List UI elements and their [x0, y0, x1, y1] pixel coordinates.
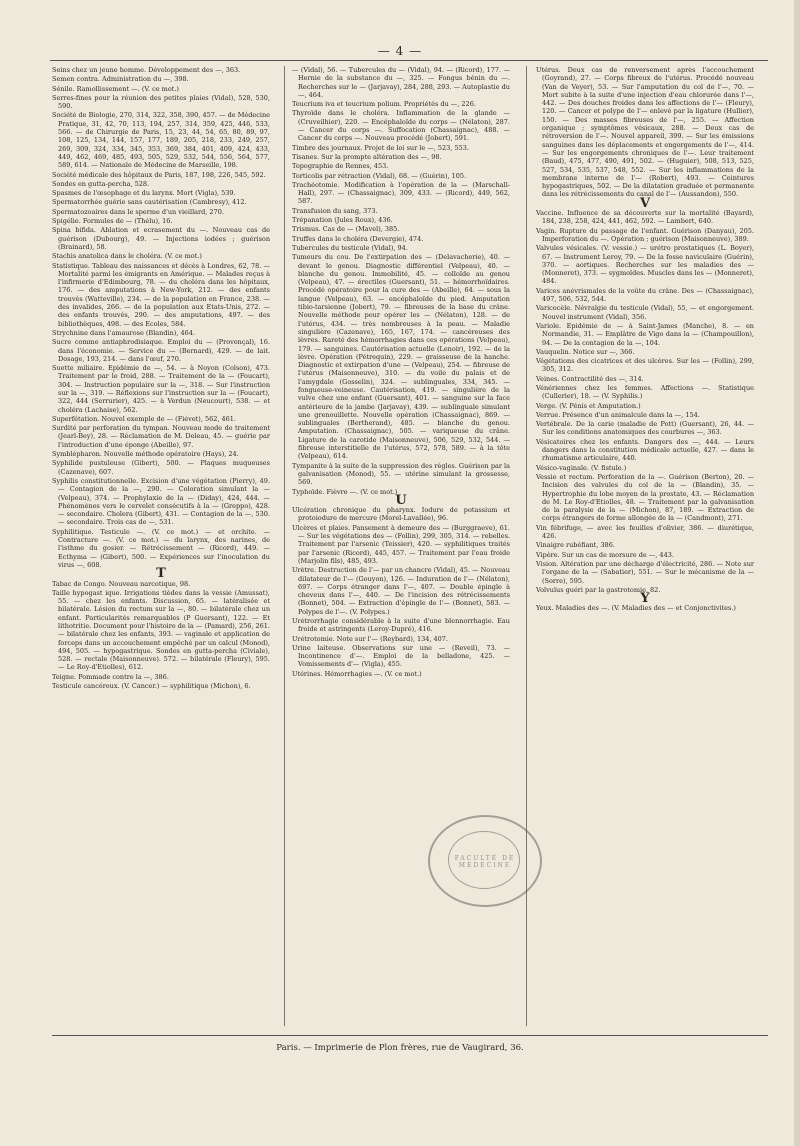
index-entry: Semen contra. Administration du —, 398. — [52, 75, 189, 84]
index-entry: Tisanes. Sur la prompte altération des —, 98. — [292, 152, 442, 161]
index-entry: Topographie de Rennes, 453. — [292, 162, 389, 171]
index-entry: Ulcères et plaies. Pansement à demeure des — (Burggraeve), 61. — Sur les végétations des — (Follin), 299, 305, 314. — rebelles. Traitement par l'arsenic (Teissier), 420. — syphilitiques traités par l'arsenic (Ricord), 445, 457. — Traitement par l'eau froide (Marjolin fils), 485, 493. — [292, 523, 510, 565]
index-entry: — (Vidal), 56. — Tubercules du — (Vidal), 94. — (Ricord), 177. — Hernie de la substance du —, 325. — Fongus bénin du —. Recherches sur le — (Jarjavay), 284, 288, 293. — Autoplastie du —, 464. — [292, 66, 510, 99]
index-entry: Utérines. Hémorrhagies —. (V. ce mot.) — [292, 669, 422, 678]
index-column-2 — [292, 66, 510, 679]
index-entry: Société de Biologie, 270, 314, 322, 358, 390, 457. — de Médecine Pratique, 31, 42, 70, 113, 194, 257, 314, 359, 425, 446, 533, 566. — de Chirurgie de Paris, 15, 23, 44, 54, 65, 80, 89, 97, 108, 125, 134, 144, 157, 177, 189, 205, 218, 233, 249, 257, 269, 309, 324, 334, 345, 353, 369, 384, 401, 409, 424, 433, 449, 462, 469, 485, 493, 505, 529, 532, 544, 556, 564, 577, 589, 614. — Nationale de Médecine de Marseille, 198. — [52, 111, 270, 170]
index-entry: Surdité par perforation du tympan. Nouveau mode de traitement (Jearl-Bey), 28. — Réclamation de M. Deleau, 45. — guérie par l'introduction d'une éponge (Abeille), 97. — [52, 424, 270, 449]
index-entry: Spasmes de l'œsophage et du larynx. Mort (Vigla), 539. — [52, 189, 236, 198]
index-entry: Suette miliaire. Epidémie de —, 54. — à Noyon (Colson), 473. Traitement par le froid, 288. — Traitement de la — (Foucart), 304. — Instruction populaire sur la —, 318. — Sur l'instruction sur la —, 319. — Réflexions sur l'instruction sur la — (Foucart), 322, 444 (Serrurier), 425. — à Verdun (Neucourt), 538. — et choléra (Lachaise), 562. — [52, 364, 270, 414]
index-entry: Varicocèle. Névralgie du testicule (Vidal), 55, — et engorgement. Nouvel instrument (Vidal), 356. — [536, 304, 754, 321]
page-edge — [794, 0, 800, 1146]
index-entry: Verrue. Présence d'un animalcule dans la —, 154. — [536, 410, 700, 419]
index-column-3 — [536, 66, 754, 614]
index-entry: Tumeurs du cou. De l'extirpation des — (Delavacherie), 40. — devant le genou. Diagnostic différentiel (Velpeau), 40. — blanche du genou. Immobilité, 45. — colloïde au genou (Velpeau), 47. — érectiles (Guersant), 51. — hémorrhoïdaires. Procédé opératoire pour la cure des — (Abeille), 64. — sous la langue (Velpeau), 63. — encéphaloïde du pied. Amputation tibio-tarsienne (Jobert), 79. — fibreuses de la base du crâne. Nouvelle méthode pour opérer les — (Nélaton), 128. — de l'utérus, 434. — très nombreuses à la peau. — Maladie singulière (Cazenave), 165, 167, 174. — cancéreuses des lèvres. Rareté des hémorrhagies dans ces opérations (Velpeau), 179. — sanguines. Cautérisation actuelle (Lenoir), 192. — de la lèvre. Opération (Pétrequin), 229. — graisseuse de la hanche. Diagnostic et extirpation d'une — (Velpeau), 254. — fibreuse de l'utérus (Maisonneuve), 310. — du voile du palais et de l'amygdale (Gosselin), 324. — sublinguales, 334, 345. — fongueuse-veineuse. Cautérisation, 419. — singulière de la vulve chez une enfant (Guersant), 401. — sanguine sur la face antérieure de la jambe (Jarjavay), 439. — sublinguale simulant une grenouillette. Nouvelle opération (Chassaignac), 869. — sublinguales (Bertherand), 485. — blanche du genou. Amputation. (Chassaignac), 505. — variqueuse du crâne. Ligature de la carotide (Maisonneuve), 506, 529, 532, 544. — fibreuse interstitielle de l'utérus, 572, 578, 589. — à la tête (Velpeau), 614. — [292, 253, 510, 461]
index-column-1 — [52, 66, 270, 691]
index-entry: Vénériennes chez les femmes. Affections —. Statistique (Cullerier), 18. — (V. Syphilis.) — [536, 383, 754, 401]
index-entry: Vertébrale. De la carie (maladie de Pott) (Guersant), 26, 44. — Sur les conditions anatomiques des courbures —, 363. — [536, 420, 754, 437]
index-entry: Teigne. Pommade contre la —, 386. — [52, 672, 169, 681]
index-entry: Strychnine dans l'amaurose (Blandin), 464. — [52, 328, 195, 337]
index-entry: Typhoïde. Fièvre —. (V. ce mot.) — [292, 487, 398, 496]
index-entry: Teucrium iva et teucrium polium. Propriétés du —, 226. — [292, 100, 476, 109]
column-divider-1 — [284, 66, 285, 1026]
index-entry: Transfusion du sang, 373. — [292, 206, 378, 215]
section-letter: U — [395, 492, 407, 508]
index-entry: Tubercules du testicule (Vidal), 94. — [292, 243, 408, 252]
index-entry: Urine laiteuse. Observations sur une — (Reveil), 73. — Incontinence d'—. Emploi de la belladone, 425. — Vomissements d'— (Vigla), 455. — [292, 643, 510, 669]
index-entry: Vipère. Sur un cas de morsure de —, 443. — [536, 550, 674, 559]
index-entry: Tabac de Congo. Nouveau narcotique, 98. — [52, 579, 191, 588]
library-stamp — [428, 815, 542, 907]
index-entry: Syphilitique. Testicule —. (V. ce mot.) — et orchite. — Contracture —. (V. ce mot.) — du larynx, des narines, de l'isthme du gosier. — Rétrécissement — (Ricord), 449. — Ecthyma — (Gibert), 500. — Expériences sur l'inoculation du virus —, 608. — [52, 527, 270, 569]
index-entry: Sondes en gutta-percha, 528. — [52, 179, 150, 188]
top-rule — [50, 60, 768, 61]
imprint-footer: Paris. — Imprimerie de Plon frères, rue de Vaugirard, 36. — [276, 1043, 524, 1053]
index-entry: Truffes dans le choléra (Devergie), 474. — [292, 234, 424, 243]
section-letter: V — [639, 195, 651, 211]
index-entry: Vessie et rectum. Perforation de la —. Guérison (Berton), 20. — Incision des valvules du col de la — (Blandin), 35. — Hypertrophie du lobe moyen de la prostate, 43. — Réclamation de M. Le Roy-d'Etiolles, 48. — Traitement par la galvanisation de la paralysie de la — (Michon), 87, 189. — Extraction de corps étrangers de forme allongée de la — (Candmont), 271. — [536, 472, 754, 523]
index-entry: Vin fébrifuge, — avec les feuilles d'olivier, 386. — diurétique, 426. — [536, 523, 754, 541]
index-entry: Utérus. Deux cas de renversement après l'accouchement (Goyrand), 27. — Corps fibreux de l'utérus. Procédé nouveau (Van de Veyer), 53. — Sur l'amputation du col de l'—, 70. — Mort subite à la suite d'une injection d'eau chlorurée dans l'—, 442. — Des douches froides dans les affections de l'— (Fleury), 120. — Cancer et polype de l'— enlevé par la ligature (Hullier), 150. — Des masses fibreuses de l'—, 255. — Affection organique ; symptômes vésicaux, 288. — Deux cas de rétroversion de l'—. Nouvel appareil, 399. — Sur les émissions sanguines dans les déplacements et engorgements de l'—, 414. — Sur les engorgements chroniques de l'—. Leur traitement (Baud), 475, 477, 490, 491, 502. — (Huguier), 508, 513, 525, 527, 534, 535, 537, 548, 552. — Sur les inflammations de la membrane interne de l'— (Robert), 493. — Ceintures hypogastriques, 502. — De la dilatation graduée et permanente dans les rétrécissements du canal de l'— (Aussandon), 550. — [536, 66, 754, 199]
index-entry: Végétations des cicatrices et des ulcères. Sur les — (Follin), 299, 305, 312. — [536, 357, 754, 374]
index-entry: Vésico-vaginale. (V. fistule.) — [536, 463, 627, 472]
index-entry: Trépanation (Jules Roux), 436. — [292, 216, 393, 225]
index-entry: Yeux. Maladies des —. (V. Maladies des — et Conjonctivites.) — [536, 604, 736, 613]
index-entry: Timbre des journaux. Projet de loi sur le —, 523, 553. — [292, 143, 469, 152]
index-entry: Thyroïde dans le choléra. Inflammation de la glande — (Cruveilhier), 220. — Encéphaloïde du corps — (Nélaton), 287. — Cancer du corps —. Suffocation (Chassaignac), 488. — Cancer du corps —. Nouveau procédé (Jobert), 591. — [292, 109, 510, 143]
section-letter: T — [156, 566, 166, 582]
index-entry: Vaccine. Influence de sa découverte sur la mortalité (Bayard), 184, 238, 258, 424, 441, 462, 592. — Lambert, 640. — [536, 209, 754, 226]
index-entry: Sénile. Ramollissement —. (V. ce mot.) — [52, 84, 179, 93]
index-entry: Trachéotomie. Modification à l'opération de la — (Marschall-Hall), 297. — (Chassaignac), 309, 433. — (Ricord), 449, 562, 587. — [292, 180, 510, 206]
index-entry: Vagin. Rupture du passage de l'enfant. Guérison (Danyau), 205. Imperforation du —. Opération ; guérison (Maisonneuve), 389. — [536, 226, 754, 243]
footer-rule — [52, 1035, 768, 1036]
index-entry: Stachis anatolica dans le choléra. (V. ce mot.) — [52, 252, 202, 261]
index-entry: Seins chez un jeune homme. Développement des —, 363. — [52, 66, 241, 74]
index-entry: Serres-fines pour la réunion des petites plaies (Vidal), 528, 530, 590. — [52, 93, 270, 111]
index-entry: Urétrorrhagie considérable à la suite d'une blennorrhagie. Eau froide et astringents (Leroy-Dupré), 416. — [292, 617, 510, 634]
index-entry: Variole. Epidémie de — à Saint-James (Manche), 8. — en Normandie, 31. — Emplâtre de Vigo dans la — (Champouillon), 94. — De la contagion de la —, 104. — [536, 321, 754, 347]
index-entry: Société médicale des hôpitaux de Paris, 187, 198, 226, 545, 592. — [52, 170, 266, 179]
index-entry: Veines. Contractilité des —, 314. — [536, 374, 644, 383]
index-entry: Vauquelin. Notice sur —, 366. — [536, 347, 635, 356]
index-entry: Ulcération chronique du pharynx. Iodure de potassium et protoiodure de mercure (Morel-Lavallée), 96. — [292, 506, 510, 523]
index-entry: Urétrotomie. Note sur l'— (Reybard), 134, 407. — [292, 634, 448, 643]
stamp-text: FACULTÉ DE MÉDECINE — [454, 855, 516, 869]
index-entry: Volvulus guéri par la gastrotomie, 82. — [536, 585, 661, 594]
index-entry: Syphilis constitutionnelle. Excision d'une végétation (Pierry), 49. — Contagion de la —, 290. — Coloration simulant la — (Velpeau), 374. — Prophylaxie de la — (Diday), 424, 444. — Phénomènes vers le cervelet consécutifs à la — (Greppo), 428. — secondaire. Cholera (Gibert), 431. — Contagion de la —, 530. — secondaire. Trois cas de —, 531. — [52, 476, 270, 527]
index-entry: Spina bifida. Ablation et ecrasement du —. Nouveau cas de guérison (Dubourg), 49. — Injections iodées ; guérison (Brainard), 58. — [52, 226, 270, 251]
index-entry: Statistique. Tableau des naissances et décès à Londres, 62, 78. — Mortalité parmi les émigrants en Amérique. — Malades reçus à l'infirmerie d'Edimbourg, 78. — du choléra dans les hôpitaux, 176. — des amputations à New-York, 212. — des enfants trouvés (Watteville), 234. — de la population en France, 238. — des invalides, 266. — de la population aux Etats-Unis, 272. — des enfants trouvés, 290. — des amputations, 497. — des bibliothèques, 498. — des Ecoles, 584. — [52, 261, 270, 328]
index-entry: Verge. (V. Pénis et Amputation.) — [536, 401, 641, 410]
index-entry: Spermatozoaires dans le sperme d'un vieillard, 270. — [52, 207, 224, 216]
index-entry: Varices anévrismales de la voûte du crâne. Des — (Chassaignac), 497, 506, 532, 544. — [536, 286, 754, 304]
index-entry: Spermatorrhée guérie sans cautérisation (Cambresy), 412. — [52, 198, 247, 207]
index-entry: Symblépharon. Nouvelle méthode opératoire (Hays), 24. — [52, 450, 239, 459]
index-entry: Vinaigre rubéfiant, 386. — [536, 541, 615, 550]
index-entry: Superfétation. Nouvel exemple de — (Fiévet), 562, 461. — [52, 414, 236, 423]
index-entry: Vision. Altération par une décharge d'électricité, 286. — Note sur l'organe de la — (Sabatier), 551. — Sur le mécanisme de la — (Sorre), 595. — [536, 559, 754, 585]
page-number: — 4 — — [377, 44, 423, 58]
index-entry: Testicule cancéreux. (V. Cancer.) — syphilitique (Michon), 6. — [52, 682, 251, 691]
section-letter: Y — [640, 591, 650, 607]
index-entry: Urètre. Destruction de l'— par un chancre (Vidal), 45. — Nouveau dilatateur de l'— (Gouyon), 126. — Induration de l'— (Nélaton), 697. — Corps étranger dans l'—, 407. — Double épingle à cheveux dans l'—, 440. — De l'incision des rétrécissements (Bonnet), 504. — Extraction d'épingle de l'— (Bonnet), 583. — Polypes de l'—. (V. Polypes.) — [292, 566, 510, 616]
index-entry: Spigélie. Formules de — (Thélu), 16. — [52, 217, 173, 226]
index-entry: Tympanite à la suite de la suppression des règles. Guérison par la galvanisation (Monod), 55. — utérine simulant la grossesse, 569. — [292, 461, 510, 487]
index-entry: Valvules vésicales. (V. vessie.) — urétro prostatiques (L. Boyer), 67. — Instrument Leroy, 79. — De la fosse naviculaire (Guérin), 370. — aortiques. Recherches sur les maladies des — (Monneret), 373. — sygmoïdes. Muscles dans les — (Monneret), 484. — [536, 244, 754, 286]
index-entry: Syphilide pustuleuse (Gibert), 500. — Plaques muqueuses (Cazenave), 607. — [52, 459, 270, 476]
index-entry: Sucre comme antiaphrodisiaque. Emploi du — (Provençal), 16. dans l'économie. — Service du — (Bernard), 429. — de lait. Dosage, 193, 214. — dans l'œuf, 270. — [52, 338, 270, 363]
index-entry: Torticolis par rétraction (Vidal), 68. — (Guérin), 105. — [292, 171, 467, 180]
index-entry: Taille hypogast ique. Irrigations tièdes dans la vessie (Amussat), 55. — chez les enfants. Discussion, 65. — latéralisée et bilatérale. Lésion du rectum sur la —, 80. — bilatérale chez un enfant. Particularités remarquables (P Guersant), 122. — Et lithotritie. Document pour l'histoire de la — (Pamard), 256, 261. — bilatérale chez les enfants, 393. — vaginale et application de forceps dans un accouchement empêché par un calcul (Monod), 494, 505. — hypogastrique. Sondes en gutta-percha (Civiale), 528. — rectale (Maisonneuve). 572. — bilatérale (Fleury), 595. — Le Roy-d'Etiolles), 612. — [52, 588, 270, 672]
index-entry: Vésicatoires chez les enfants. Dangers des —, 444. — Leurs dangers dans la constitution médicale actuelle, 427. — dans le rhumatisme articulaire, 440. — [536, 437, 754, 463]
index-entry: Trismus. Cas de — (Mavel), 385. — [292, 225, 400, 234]
